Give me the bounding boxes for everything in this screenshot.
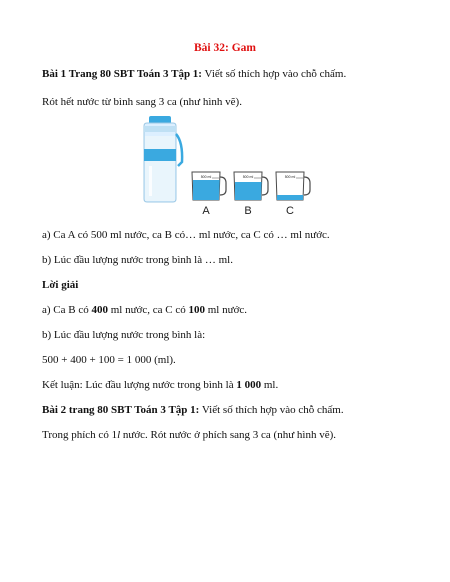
- answer-a-mid: ml nước, ca C có: [107, 304, 189, 316]
- conclusion-post: ml.: [261, 379, 279, 391]
- answer-a-post: ml nước.: [205, 304, 248, 316]
- cup-a-label: A: [202, 205, 210, 216]
- answer-a-c-value: 100: [188, 304, 205, 316]
- answer-a-pre: a) Ca B có: [42, 304, 92, 316]
- bai2-intro-unit: l: [117, 429, 121, 441]
- bai2-intro-post: nước. Rót nước ở phích sang 3 ca (như hình vẽ).: [120, 429, 337, 441]
- bai2-header: [42, 403, 344, 417]
- calculation: 500 + 400 + 100 = 1 000 (ml).: [42, 354, 176, 366]
- bai1-prompt: Viết số thích hợp vào chỗ chấm.: [201, 68, 347, 80]
- bai2-prompt: Viết số thích hợp vào chỗ chấm.: [199, 404, 344, 416]
- bai1-header: [42, 67, 346, 81]
- conclusion-value: 1 000: [236, 379, 262, 391]
- solution-label: Lời giải: [42, 279, 79, 291]
- cup-b-mark: 500 ml: [242, 175, 254, 179]
- conclusion: [42, 378, 278, 392]
- bai2-intro-pre: Trong phích có 1: [42, 429, 118, 441]
- answer-a: [42, 303, 247, 317]
- cup-b-icon: [234, 172, 268, 216]
- water-bottle-icon: [144, 116, 182, 202]
- bai1-question-b: b) Lúc đầu lượng nước trong bình là … ml.: [42, 254, 233, 266]
- bai1-question-a: a) Ca A có 500 ml nước, ca B có… ml nước, ca C có … ml nước.: [42, 229, 330, 241]
- cup-c-icon: [276, 172, 310, 216]
- conclusion-pre: Kết luận: Lúc đầu lượng nước trong bình là: [42, 379, 237, 391]
- page-title: Bài 32: Gam: [194, 42, 256, 54]
- cup-a-icon: [192, 172, 226, 216]
- cup-c-mark: 500 ml: [284, 175, 296, 179]
- bai2-heading: Bài 2 trang 80 SBT Toán 3 Tập 1:: [42, 404, 200, 416]
- cup-b-label: B: [244, 205, 252, 216]
- bottle-and-cups-figure: [138, 114, 313, 216]
- answer-a-b-value: 400: [91, 304, 108, 316]
- bai2-intro: [42, 428, 336, 442]
- bai1-instruction: Rót hết nước từ bình sang 3 ca (như hình vẽ).: [42, 96, 242, 108]
- bai1-heading: Bài 1 Trang 80 SBT Toán 3 Tập 1:: [42, 68, 202, 80]
- cup-a-mark: 500 ml: [200, 175, 212, 179]
- answer-b: b) Lúc đầu lượng nước trong bình là:: [42, 329, 206, 341]
- cup-c-label: C: [286, 205, 294, 216]
